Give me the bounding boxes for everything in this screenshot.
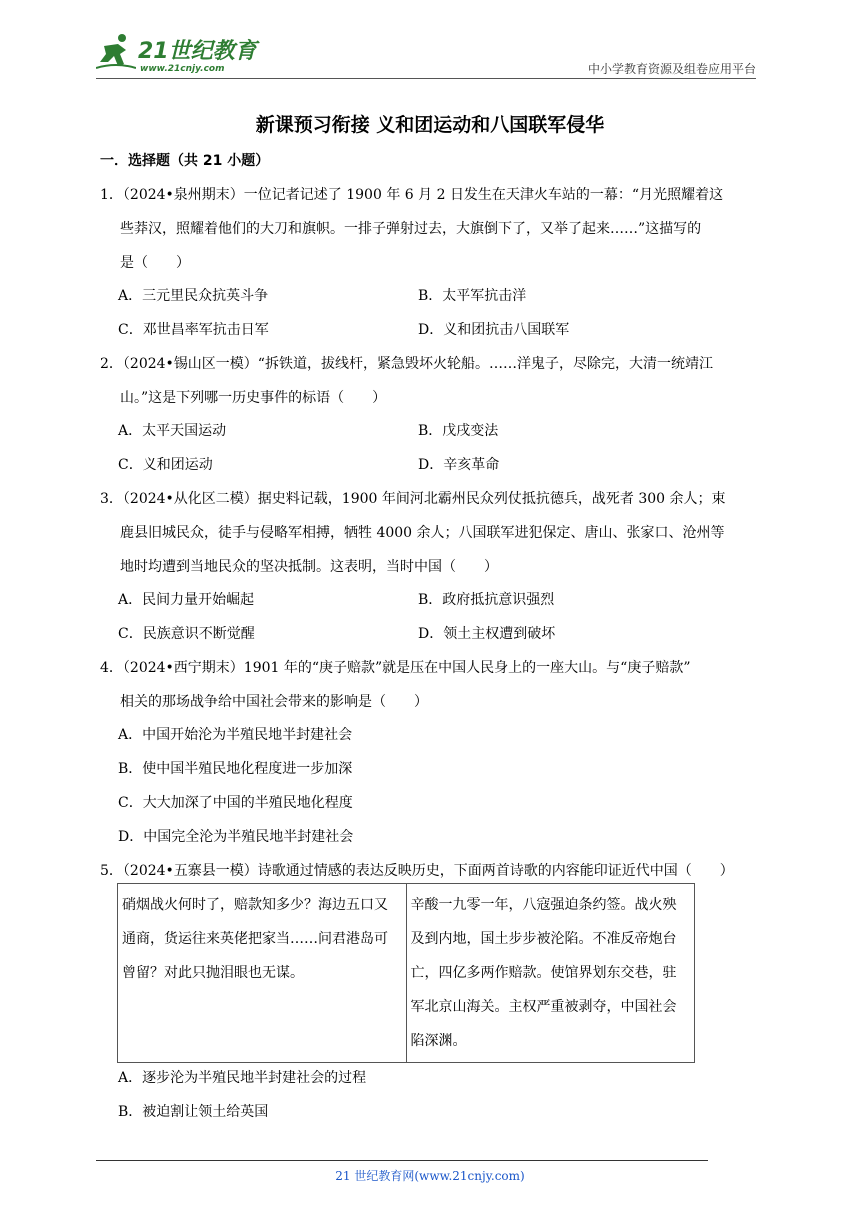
option-a: A．民间力量开始崛起 [118,592,255,608]
page-title: 新课预习衔接 义和团运动和八国联军侵华 [255,114,605,136]
question-line: 山。”这是下列哪一历史事件的标语（ ） [120,390,387,406]
question-1 [100,178,765,280]
poem-cell-2: 辛酸一九零一年，八寇强迫条约签。战火殃及到内地，国土步步被沦陷。不准反帝炮台亡，四亿多两作赔款。使馆界划东交巷，驻军北京山海关。主权严重被剥夺，中国社会陷深渊。 [406,884,695,1063]
option-c: C．大大加深了中国的半殖民地化程度 [118,795,353,811]
option-a: A．逐步沦为半殖民地半封建社会的过程 [118,1070,367,1086]
poem-cell-1: 硝烟战火何时了，赔款知多少？海边五口又通商，货运往来英佬把家当……问君港岛可曾留？对此只抛泪眼也无谋。 [118,884,407,1063]
logo-title: 21世纪教育 [138,39,257,64]
question-line: 地时均遭到当地民众的坚决抵制。这表明，当时中国（ ） [120,559,498,575]
footer-divider [96,1160,708,1161]
footer-link[interactable]: 21 世纪教育网(www.21cnjy.com) [335,1169,525,1183]
logo [96,30,266,78]
option-d: D．领土主权遭到破坏 [418,626,556,642]
option-c: C．邓世昌率军抗击日军 [118,322,269,338]
poem-table [117,883,695,1063]
option-d: D．义和团抗击八国联军 [418,322,570,338]
option-b: B．太平军抗击洋 [418,288,527,304]
question-line: 5．（2024•五寨县一模）诗歌通过情感的表达反映历史，下面两首诗歌的内容能印证近代中国（ ） [100,863,734,879]
option-b: B．戊戌变法 [418,423,499,439]
option-c: C．义和团运动 [118,457,213,473]
question-line: 4．（2024•西宁期末）1901 年的“庚子赔款”就是压在中国人民身上的一座大山。与“庚子赔款” [100,660,691,676]
question-line: 相关的那场战争给中国社会带来的影响是（ ） [120,694,428,710]
question-3 [100,482,765,584]
page-header [0,0,860,80]
option-a: A．三元里民众抗英斗争 [118,288,269,304]
header-divider [96,78,756,79]
option-b: B．使中国半殖民地化程度进一步加深 [118,761,353,777]
logo-url: www.21cnjy.com [140,64,225,74]
question-2 [100,347,765,415]
question-line: 3．（2024•从化区二模）据史料记载，1900 年间河北霸州民众列仗抵抗德兵，战死者 300 余人；束 [100,491,726,507]
question-line: 1．（2024•泉州期末）一位记者记述了 1900 年 6 月 2 日发生在天津火车站的一幕：“月光照耀着这 [100,187,724,203]
option-c: C．民族意识不断觉醒 [118,626,255,642]
question-line: 2．（2024•锡山区一模）“拆铁道，拔线杆，紧急毁坏火轮船。……洋鬼子，尽除完，大清一统靖江 [100,356,713,372]
option-d: D．中国完全沦为半殖民地半封建社会 [118,829,354,845]
runner-logo-icon [96,32,136,72]
question-line: 鹿县旧城民众，徒手与侵略军相搏，牺牲 4000 余人；八国联军进犯保定、唐山、张家口、沧州等 [120,525,725,541]
option-a: A．太平天国运动 [118,423,227,439]
section-heading: 一．选择题（共 21 小题） [100,153,270,169]
question-line: 些莽汉，照耀着他们的大刀和旗帜。一排子弹射过去，大旗倒下了，又举了起来……”这描写的 [120,221,702,237]
platform-label: 中小学教育资源及组卷应用平台 [587,62,756,76]
question-4 [100,651,765,719]
option-b: B．政府抵抗意识强烈 [418,592,555,608]
option-a: A．中国开始沦为半殖民地半封建社会 [118,727,353,743]
option-b: B．被迫割让领土给英国 [118,1104,269,1120]
question-line: 是（ ） [120,255,190,271]
option-d: D．辛亥革命 [418,457,500,473]
